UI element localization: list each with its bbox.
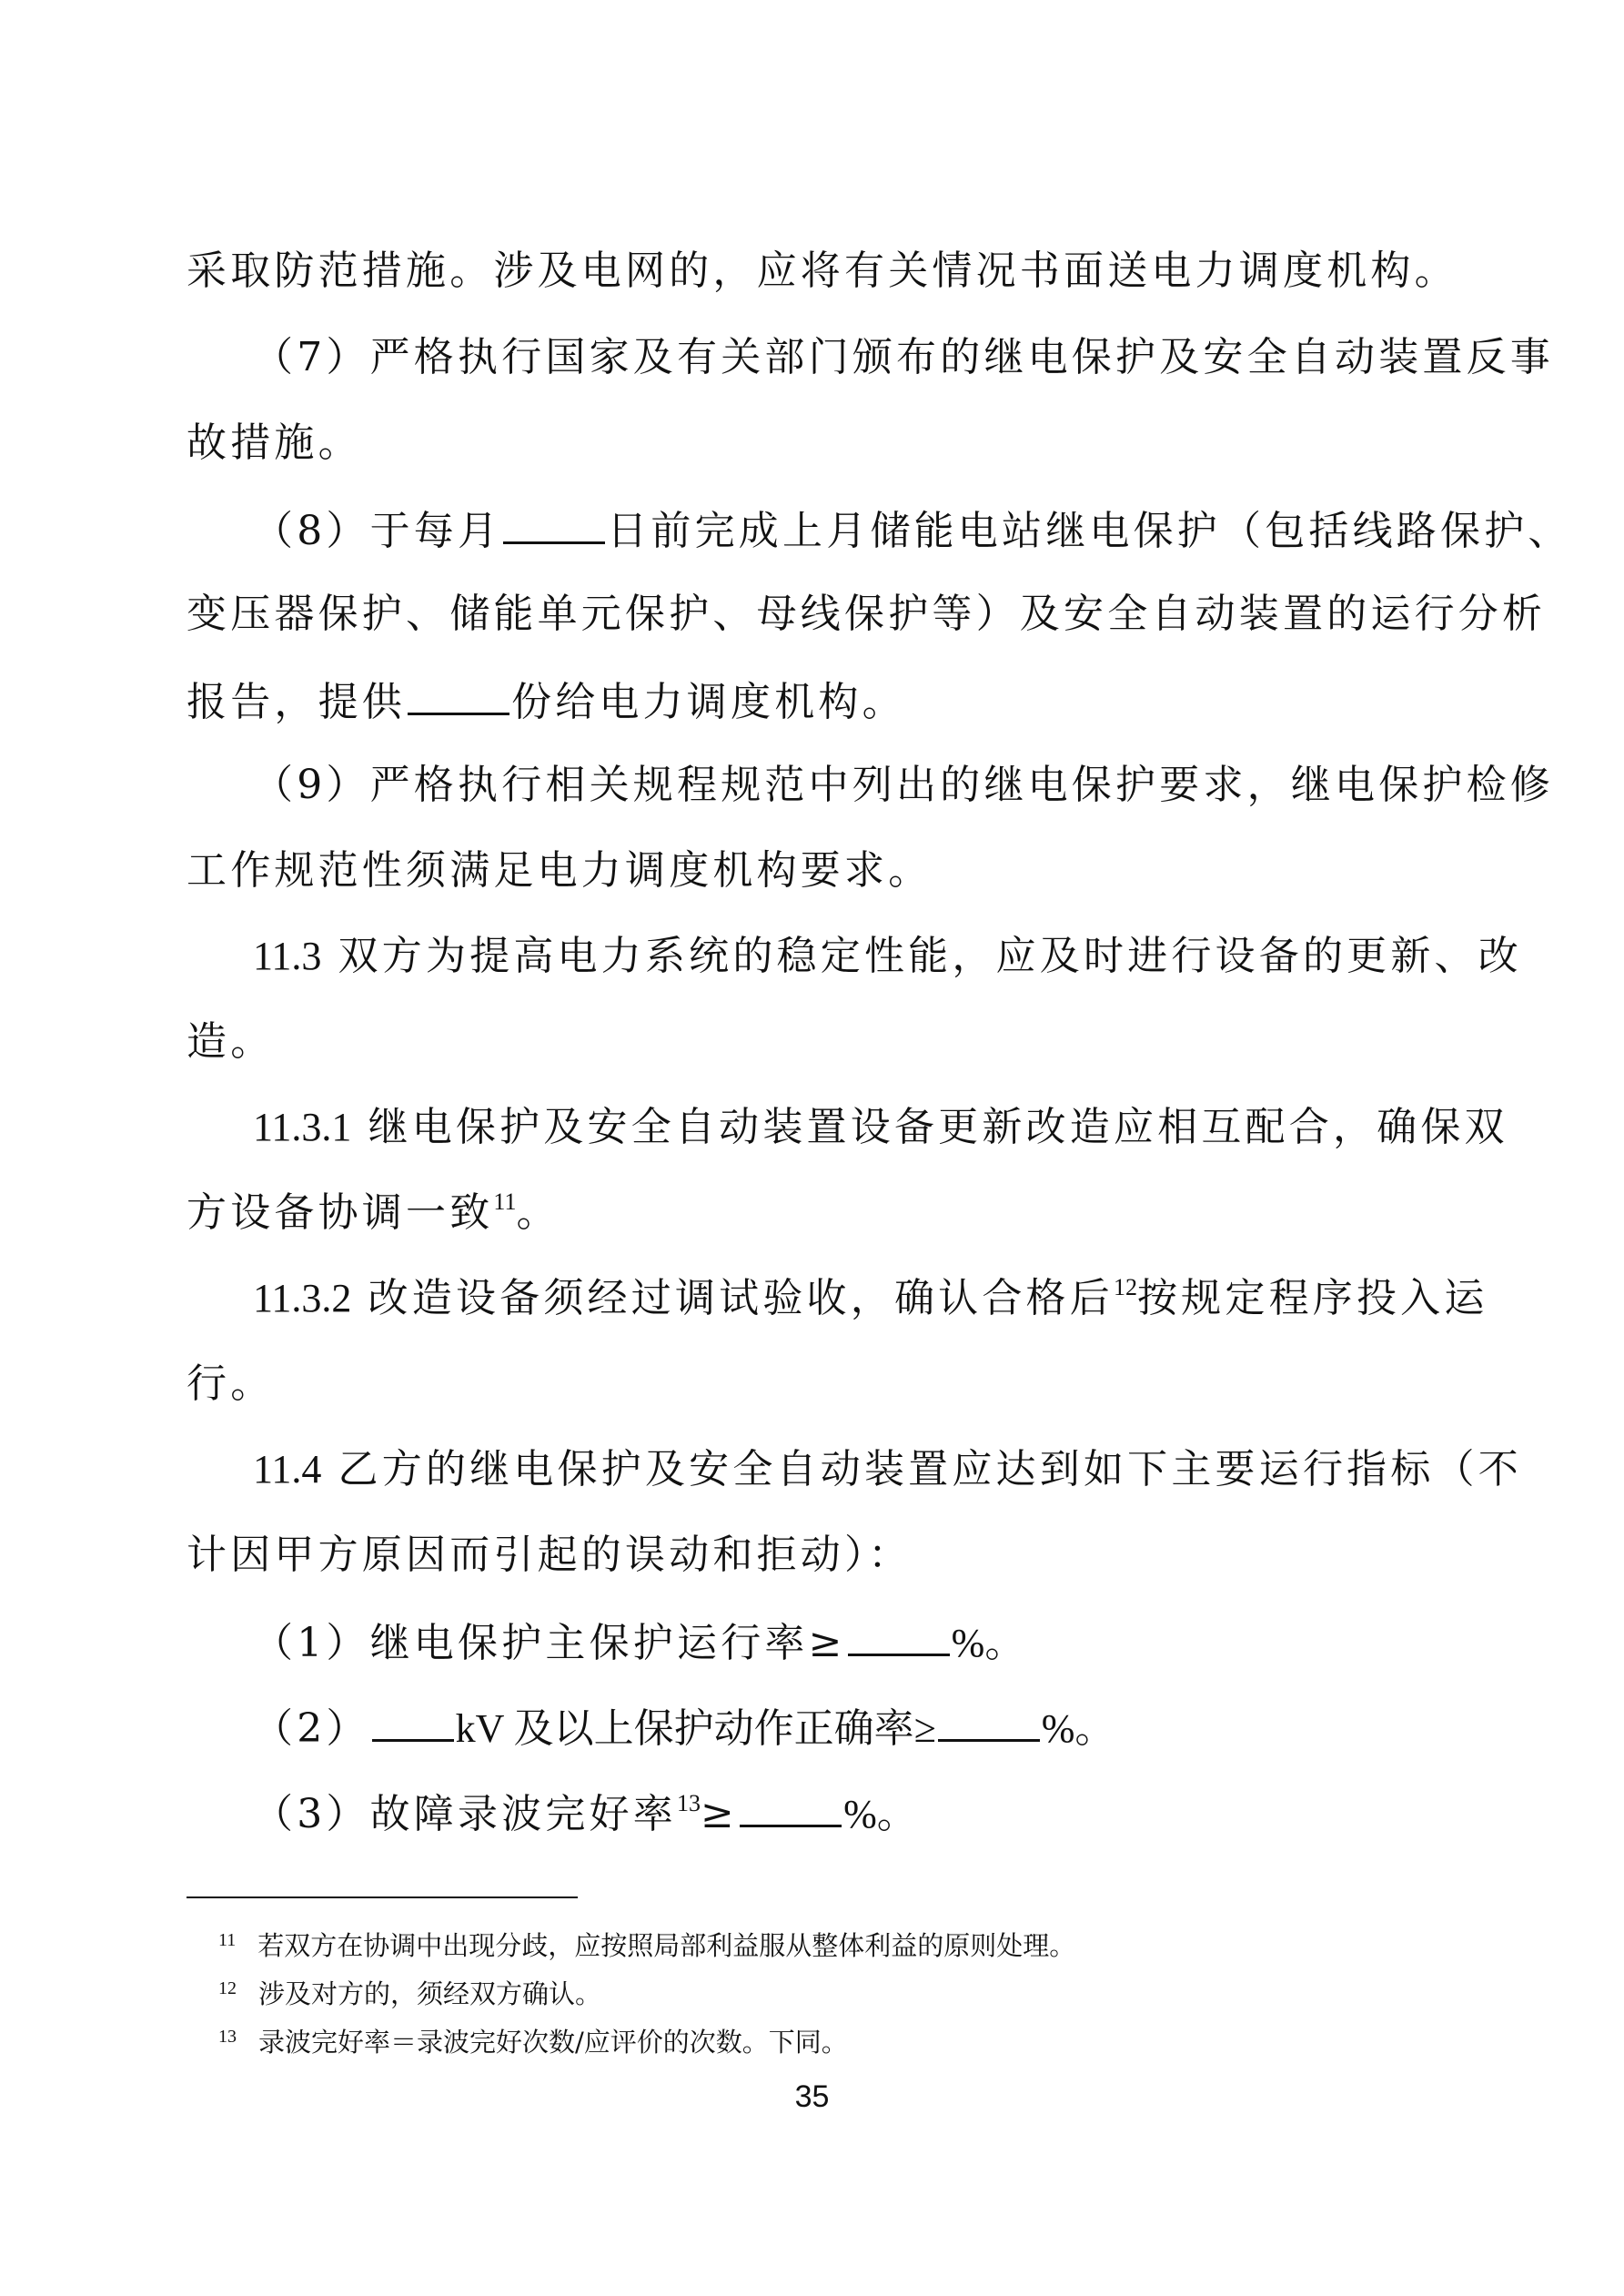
footnote: [218, 1922, 1075, 1964]
text: 行。: [187, 1360, 275, 1407]
footnote-separator: [187, 1896, 578, 1898]
text: 故措施。: [187, 420, 362, 466]
text: 工作规范性须满足电力调度机构要求。: [187, 847, 933, 894]
footnote-text: 若双方在协调中出现分歧，应按照局部利益服从整体利益的原则处理。: [257, 1930, 1076, 1961]
text: （7）严格执行国家及有关部门颁布的继电保护及安全自动装置反事: [253, 334, 1554, 380]
paragraph-line: [253, 330, 1554, 385]
fill-in-blank[interactable]: [372, 1699, 454, 1742]
text: （1）继电保护主保护运行率≥: [253, 1620, 846, 1666]
paragraph-line: [187, 1357, 1460, 1411]
section-number: 11.3.2: [253, 1276, 352, 1320]
footnote-text: 涉及对方的，须经双方确认。: [258, 1978, 602, 2009]
text: ≥: [701, 1791, 739, 1837]
paragraph-line: [187, 1186, 1460, 1240]
fill-in-blank[interactable]: [848, 1613, 950, 1656]
paragraph-line: [187, 1015, 1460, 1069]
text: 继电保护及安全自动装置设备更新改造应相互配合，确保双: [351, 1104, 1508, 1150]
paragraph-line: [187, 416, 1460, 470]
page-number: 35: [794, 2079, 830, 2114]
text: 乙方的继电保护及安全自动装置应达到如下主要运行指标（不: [321, 1446, 1522, 1492]
paragraph-line: [253, 1271, 1527, 1326]
text: %。: [1041, 1706, 1115, 1751]
text: %。: [951, 1621, 1025, 1665]
footnote-ref[interactable]: 12: [1113, 1274, 1137, 1300]
text: （8）于每月: [253, 508, 502, 554]
footnote: [218, 2018, 848, 2060]
footnote-number: 12: [218, 1978, 237, 1998]
text: 日前完成上月储能电站继电保护（包括线路保护、: [607, 508, 1572, 554]
text: 造。: [187, 1018, 275, 1065]
text: 改造设备须经过调试验收，确认合格后: [351, 1275, 1114, 1321]
text: %。: [843, 1792, 917, 1836]
paragraph-line: [187, 587, 1547, 642]
paragraph-line: [253, 1785, 1527, 1842]
paragraph-line: [187, 1528, 1460, 1583]
footnote-number: 13: [218, 2027, 237, 2047]
footnote-ref[interactable]: 11: [493, 1188, 517, 1215]
text: 计因甲方原因而引起的误动和拒动）：: [187, 1532, 913, 1578]
text: 采取防范措施。涉及电网的，应将有关情况书面送电力调度机构。: [187, 248, 1458, 294]
paragraph-line: [253, 501, 1572, 559]
text: 。: [516, 1189, 560, 1236]
text: （2）: [253, 1705, 370, 1752]
footnote: [218, 1970, 601, 2012]
text: 双方为提高电力系统的稳定性能，应及时进行设备的更新、改: [321, 933, 1522, 979]
paragraph-line: [253, 1442, 1527, 1497]
paragraph-line: [187, 673, 1460, 730]
footnote-ref[interactable]: 13: [677, 1790, 701, 1816]
text: 报告，提供: [187, 679, 406, 725]
paragraph-line: [187, 244, 1460, 298]
fill-in-blank[interactable]: [938, 1699, 1040, 1742]
section-number: 11.4: [253, 1447, 322, 1492]
text: 方设备协调一致: [187, 1189, 494, 1236]
fill-in-blank[interactable]: [408, 673, 509, 715]
text: （9）严格执行相关规程规范中列出的继电保护要求，继电保护检修: [253, 762, 1554, 808]
text: 按规定程序投入运: [1136, 1275, 1488, 1321]
paragraph-line: [187, 844, 1460, 898]
paragraph-line: [253, 1100, 1527, 1155]
section-number: 11.3.1: [253, 1105, 352, 1149]
paragraph-line: [253, 758, 1554, 813]
text: 份给电力调度机构。: [511, 679, 906, 725]
paragraph-line: [253, 1613, 1527, 1671]
footnote-text: 录波完好率＝录波完好次数/应评价的次数。下同。: [258, 2027, 848, 2058]
text: （3）故障录波完好率: [253, 1791, 677, 1837]
section-number: 11.3: [253, 934, 322, 978]
footnote-number: 11: [218, 1930, 237, 1950]
text: kV 及以上保护动作正确率≥: [455, 1706, 936, 1751]
paragraph-line: [253, 929, 1527, 984]
paragraph-line: [253, 1699, 1527, 1756]
text: 变压器保护、储能单元保护、母线保护等）及安全自动装置的运行分析: [187, 591, 1547, 637]
fill-in-blank[interactable]: [503, 501, 605, 544]
fill-in-blank[interactable]: [740, 1785, 842, 1827]
